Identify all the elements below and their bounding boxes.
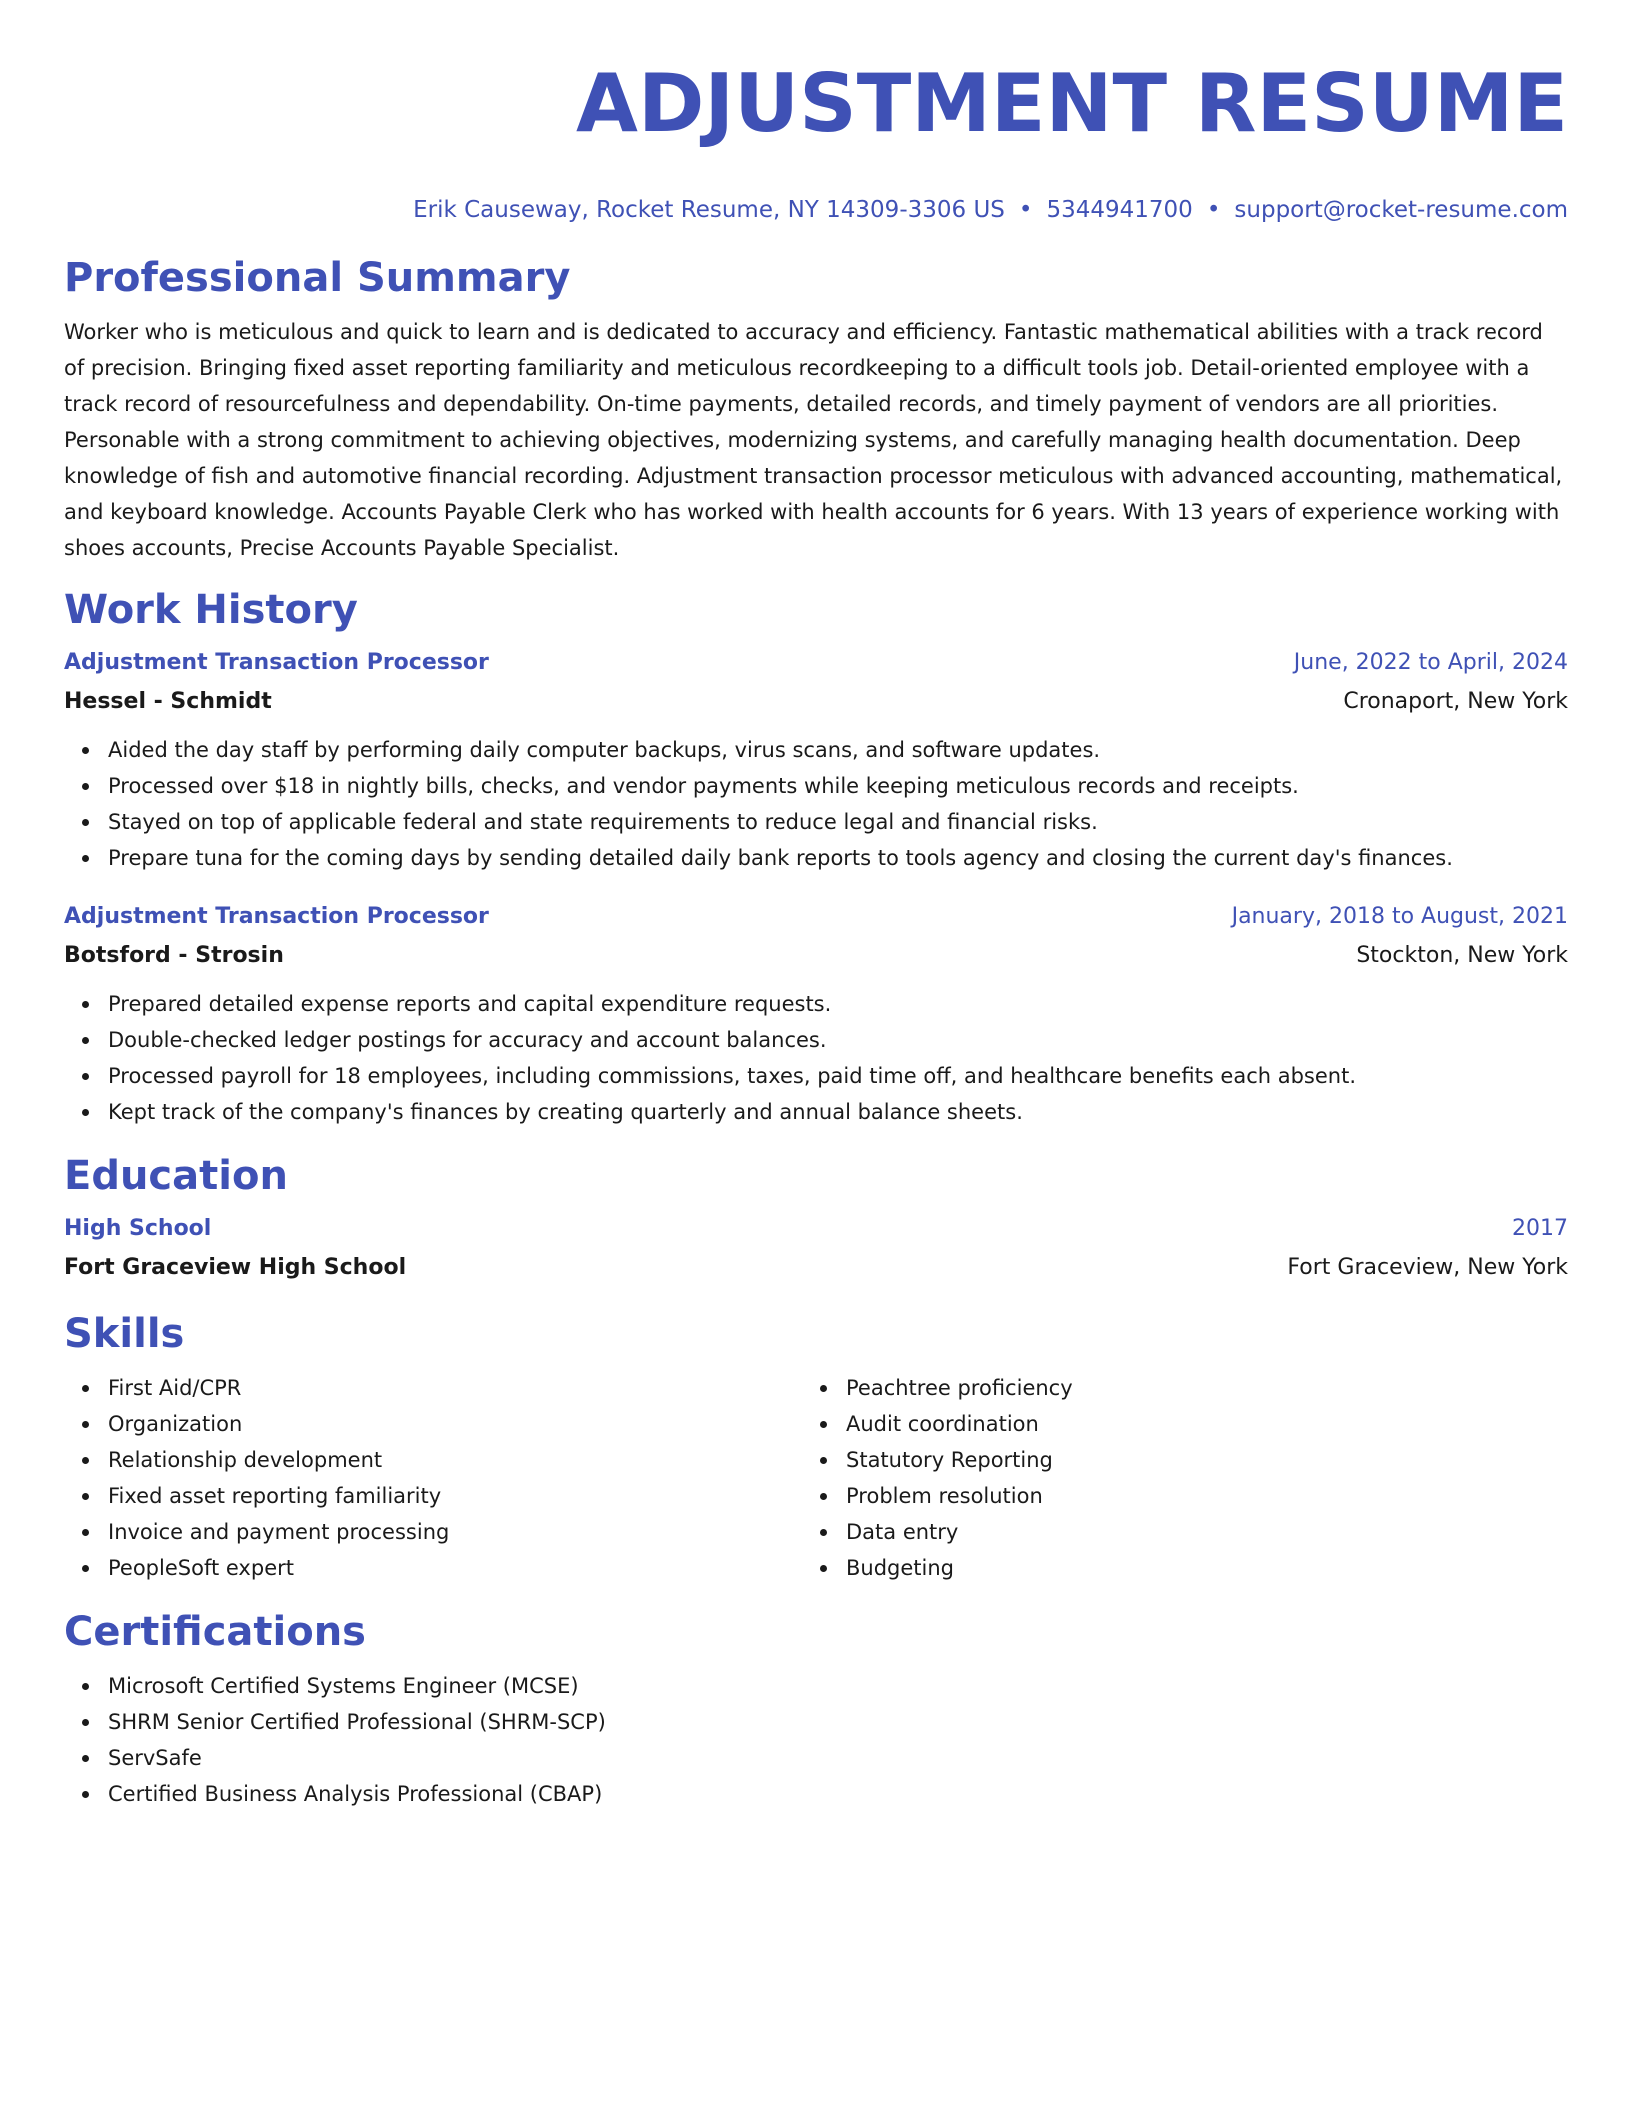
education-heading: Education [64, 1153, 288, 1199]
bullet-dot [82, 1385, 89, 1392]
list-item [108, 768, 1568, 804]
list-item-text: Aided the day staff by performing daily computer backups, virus scans, and software updates. [108, 738, 1101, 762]
list-item-text: Prepared detailed expense reports and capital expenditure requests. [108, 992, 832, 1016]
certifications-section [64, 1606, 1568, 1812]
bullet-dot [82, 783, 89, 790]
summary-section [64, 252, 1568, 566]
work-history-section [64, 584, 1568, 1130]
bullet-dot [82, 1529, 89, 1536]
bullet-dot [820, 1565, 827, 1572]
skill-text: Statutory Reporting [846, 1448, 1053, 1472]
certification-text: SHRM Senior Certified Professional (SHRM-SCP) [108, 1710, 606, 1734]
skills-section [64, 1308, 1568, 1586]
list-item [108, 1550, 802, 1586]
skill-text: Fixed asset reporting familiarity [108, 1484, 442, 1508]
summary-heading: Professional Summary [64, 255, 571, 301]
bullet-dot [820, 1421, 827, 1428]
skill-text: Invoice and payment processing [108, 1520, 450, 1544]
skills-grid [64, 1360, 1568, 1586]
job-title: Adjustment Transaction Processor [64, 904, 489, 929]
list-item [108, 1442, 802, 1478]
education-year: 2017 [1512, 1216, 1568, 1241]
bullet-dot [82, 819, 89, 826]
contact-separator: • [1206, 197, 1221, 223]
education-location: Fort Graceview, New York [1287, 1255, 1568, 1280]
job-title: Adjustment Transaction Processor [64, 650, 489, 675]
skill-text: Data entry [846, 1520, 959, 1544]
job-company: Botsford - Strosin [64, 943, 284, 968]
bullet-dot [820, 1493, 827, 1500]
bullet-dot [82, 1493, 89, 1500]
contact-phone: 5344941700 [1046, 197, 1193, 223]
bullet-dot [82, 1565, 89, 1572]
bullet-dot [82, 1109, 89, 1116]
job-location: Stockton, New York [1356, 943, 1568, 968]
list-item [108, 1740, 1568, 1776]
contact-separator: • [1018, 197, 1033, 223]
list-item [108, 1094, 1568, 1130]
job-location: Cronaport, New York [1343, 689, 1568, 714]
certification-text: Microsoft Certified Systems Engineer (MCSE) [108, 1674, 579, 1698]
skills-column-right [802, 1360, 1568, 1586]
list-item-text: Kept track of the company's finances by creating quarterly and annual balance sheets. [108, 1100, 1023, 1124]
skill-text: Budgeting [846, 1556, 955, 1580]
job-bullets [64, 986, 1568, 1130]
job-bullets [64, 732, 1568, 876]
list-item-text: Stayed on top of applicable federal and state requirements to reduce legal and financial risks. [108, 810, 1098, 834]
bullet-dot [820, 1385, 827, 1392]
list-item-text: Processed over $18 in nightly bills, checks, and vendor payments while keeping meticulous records and receipts. [108, 774, 1299, 798]
skill-text: First Aid/CPR [108, 1376, 242, 1400]
contact-line [64, 194, 1568, 226]
bullet-dot [82, 1791, 89, 1798]
list-item [108, 1370, 802, 1406]
education-degree: High School [64, 1216, 212, 1241]
skills-column-left [64, 1360, 802, 1586]
job-dates: June, 2022 to April, 2024 [1293, 650, 1568, 675]
skills-list [64, 1370, 802, 1586]
bullet-dot [82, 747, 89, 754]
bullet-dot [82, 1073, 89, 1080]
list-item [108, 732, 1568, 768]
job-dates: January, 2018 to August, 2021 [1231, 904, 1568, 929]
education-section [64, 1150, 1568, 1288]
bullet-dot [820, 1529, 827, 1536]
job-entry [64, 644, 1568, 876]
certifications-heading: Certifications [64, 1609, 366, 1655]
skill-text: Peachtree proficiency [846, 1376, 1073, 1400]
list-item [108, 1704, 1568, 1740]
skills-heading: Skills [64, 1311, 185, 1357]
bullet-dot [82, 855, 89, 862]
contact-address: Erik Causeway, Rocket Resume, NY 14309-3306 US [413, 197, 1005, 223]
list-item-text: Double-checked ledger postings for accuracy and account balances. [108, 1028, 827, 1052]
list-item [108, 1022, 1568, 1058]
bullet-dot [82, 1755, 89, 1762]
bullet-dot [82, 1683, 89, 1690]
certification-text: Certified Business Analysis Professional (CBAP) [108, 1782, 603, 1806]
list-item [108, 1406, 802, 1442]
list-item [108, 840, 1568, 876]
skill-text: Audit coordination [846, 1412, 1039, 1436]
bullet-dot [82, 1421, 89, 1428]
skill-text: PeopleSoft expert [108, 1556, 294, 1580]
bullet-dot [82, 1001, 89, 1008]
list-item-text: Processed payroll for 18 employees, including commissions, taxes, paid time off, and healthcare benefits each absent. [108, 1064, 1357, 1088]
resume-title: ADJUSTMENT RESUME [576, 57, 1568, 150]
bullet-dot [82, 1719, 89, 1726]
skill-text: Problem resolution [846, 1484, 1043, 1508]
education-school: Fort Graceview High School [64, 1255, 407, 1280]
list-item [108, 1776, 1568, 1812]
list-item [108, 1514, 802, 1550]
skill-text: Relationship development [108, 1448, 383, 1472]
job-company: Hessel - Schmidt [64, 689, 272, 714]
list-item [846, 1478, 1568, 1514]
list-item [108, 1058, 1568, 1094]
contact-email: support@rocket-resume.com [1234, 197, 1568, 223]
summary-text: Worker who is meticulous and quick to learn and is dedicated to accuracy and efficiency. Fantastic mathematical abilities with a track record of precision. Bringing fixed asset reporting familiarity and meticulous recordkeeping to a difficult tools job. Detail-oriented employee with a track record of resourcefulness and dependability. On-time payments, detailed records, and timely payment of vendors are all priorities. Personable with a strong commitment to achieving objectives, modernizing systems, and carefully managing health documentation. Deep knowledge of fish and automotive financial recording. Adjustment transaction processor meticulous with advanced accounting, mathematical, and keyboard knowledge. Accounts Payable Clerk who has worked with health accounts for 6 years. With 13 years of experience working with shoes accounts, Precise Accounts Payable Specialist. [64, 320, 1563, 560]
skills-list [802, 1370, 1568, 1586]
list-item [108, 986, 1568, 1022]
certifications-list [64, 1668, 1568, 1812]
work-history-heading: Work History [64, 587, 358, 633]
bullet-dot [82, 1037, 89, 1044]
skill-text: Organization [108, 1412, 243, 1436]
bullet-dot [820, 1457, 827, 1464]
list-item [846, 1442, 1568, 1478]
list-item [846, 1406, 1568, 1442]
list-item [108, 1478, 802, 1514]
certification-text: ServSafe [108, 1746, 202, 1770]
list-item-text: Prepare tuna for the coming days by sending detailed daily bank reports to tools agency and closing the current day's finances. [108, 846, 1453, 870]
list-item [108, 1668, 1568, 1704]
list-item [846, 1370, 1568, 1406]
list-item [846, 1550, 1568, 1586]
list-item [108, 804, 1568, 840]
list-item [846, 1514, 1568, 1550]
bullet-dot [82, 1457, 89, 1464]
job-entry [64, 898, 1568, 1130]
